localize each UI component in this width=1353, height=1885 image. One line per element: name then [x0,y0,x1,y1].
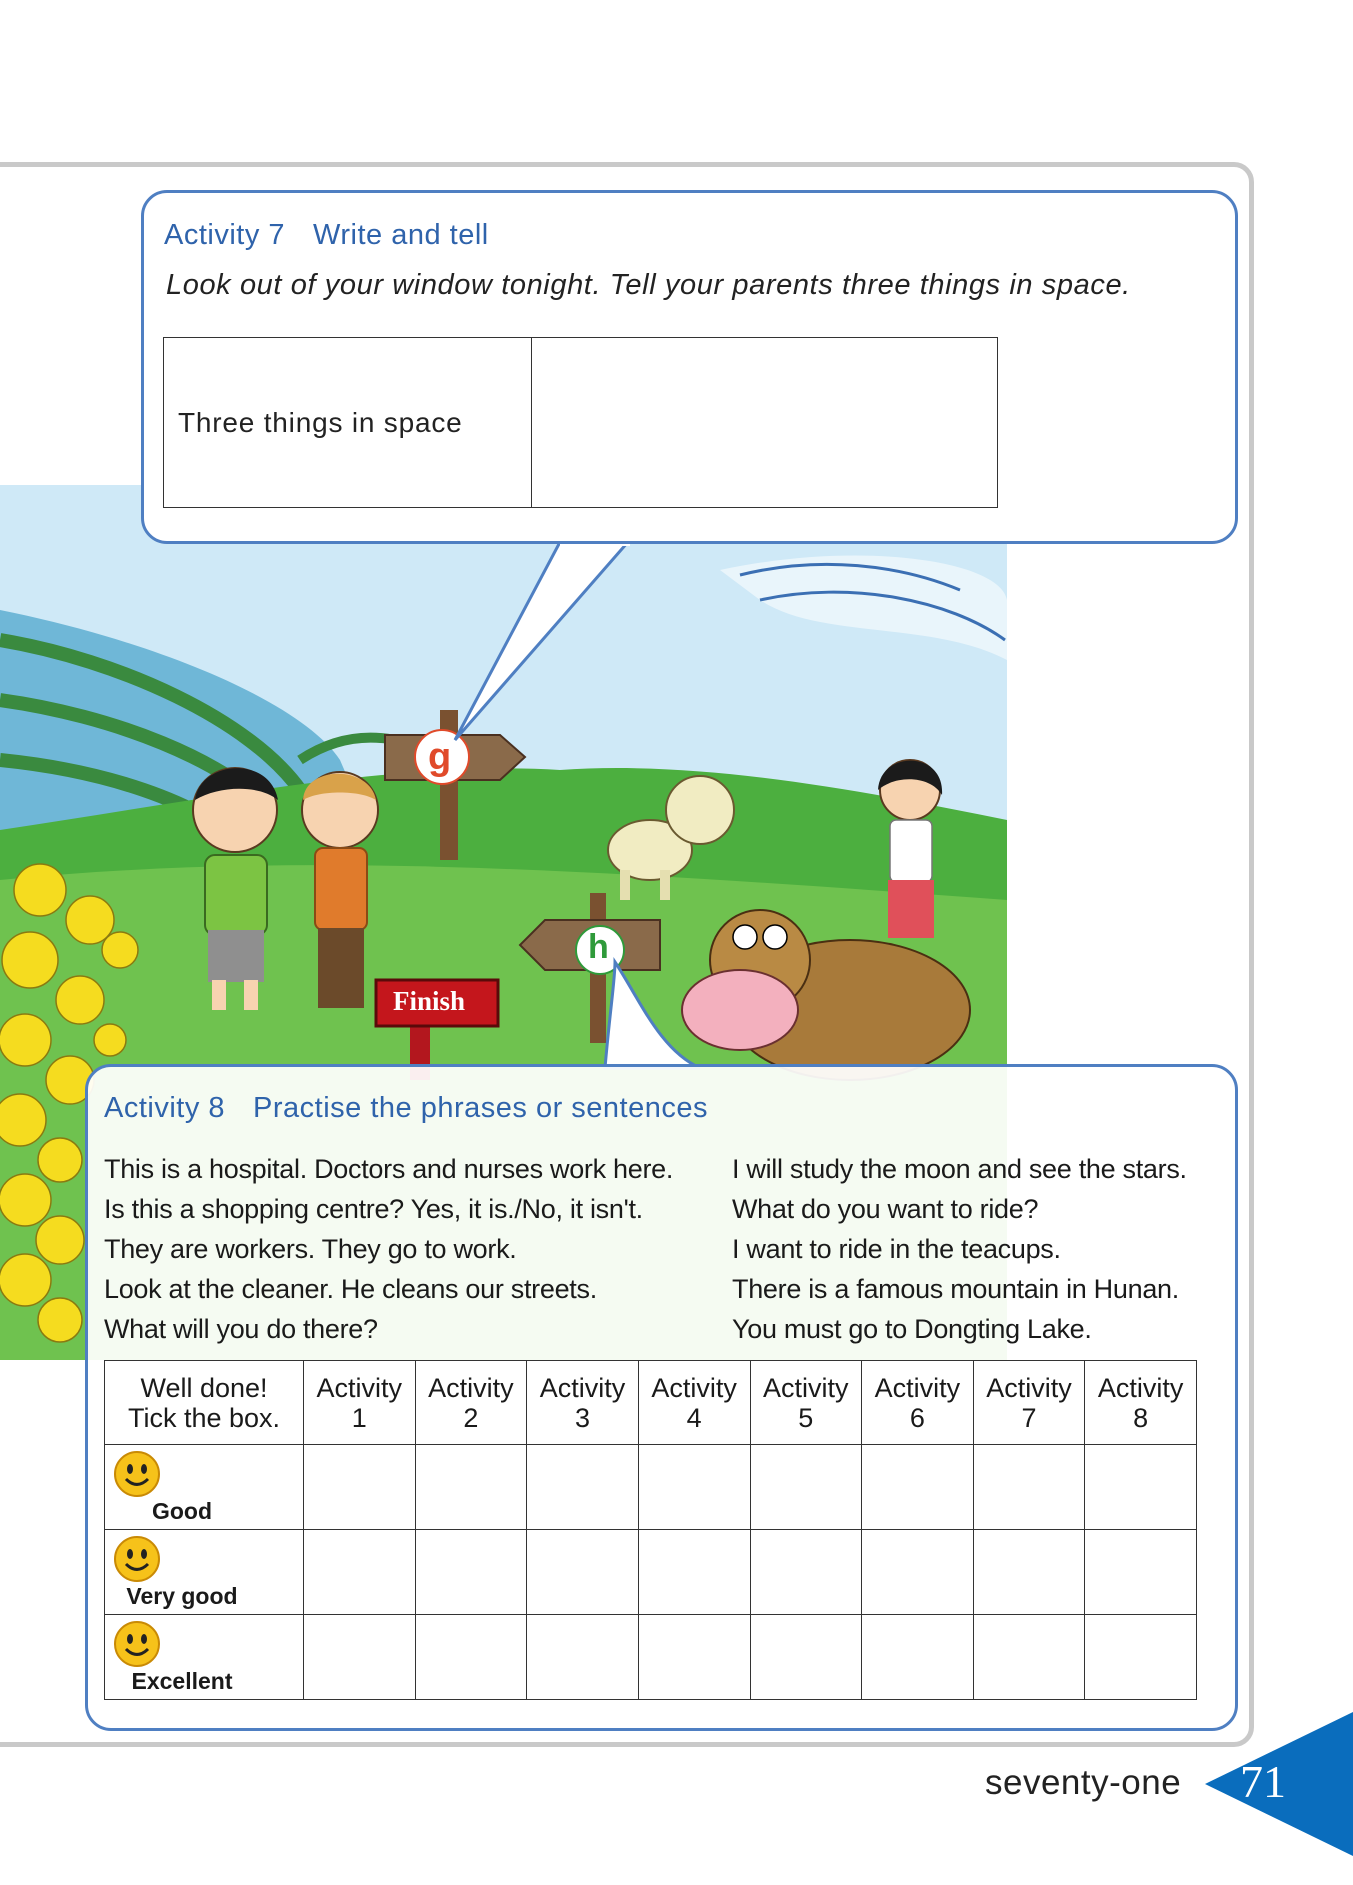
activity-word: Activity [763,1372,849,1403]
activity-word: Activity [539,1372,626,1403]
header-line1: Well done! [140,1372,268,1403]
activity-col-number: 4 [686,1402,702,1433]
sentence: This is a hospital. Doctors and nurses work here. [104,1154,674,1184]
tick-box[interactable] [304,1530,416,1615]
well-done-header [105,1361,304,1445]
tick-box[interactable] [973,1615,1085,1700]
sign-letter-g: g [428,736,452,778]
three-things-table [163,337,998,508]
tick-box[interactable] [862,1445,974,1530]
header-line2: Tick the box. [127,1402,281,1433]
tick-box[interactable] [527,1530,639,1615]
activity-col-2 [415,1361,527,1445]
sentence: They are workers. They go to work. [104,1234,517,1264]
sentence: You must go to Dongting Lake. [732,1314,1092,1344]
activity-word: Activity [874,1372,961,1403]
rating-row-good [105,1445,1197,1530]
tick-box[interactable] [304,1615,416,1700]
activity-col-7 [973,1361,1085,1445]
three-things-answer-cell[interactable] [532,338,998,508]
tick-box[interactable] [973,1530,1085,1615]
activity-col-number: 7 [1021,1402,1037,1433]
activity-word: Activity [428,1372,514,1403]
rating-cell [105,1445,304,1530]
sentences-left-column [104,1149,673,1349]
sentence: What will you do there? [104,1314,378,1344]
activity7-title: Write and tell [313,219,489,251]
activity8-heading [104,1092,708,1125]
tick-box[interactable] [862,1615,974,1700]
tick-box[interactable] [973,1445,1085,1530]
tick-box[interactable] [750,1445,862,1530]
activity8-title: Practise the phrases or sentences [253,1092,708,1124]
sentence: I will study the moon and see the stars. [732,1154,1187,1184]
rating-row-excellent [105,1615,1197,1700]
tick-box[interactable] [750,1530,862,1615]
tick-box[interactable] [1085,1530,1197,1615]
tick-box[interactable] [1085,1445,1197,1530]
tick-box[interactable] [415,1445,527,1530]
activity-col-number: 3 [575,1402,591,1433]
sentence: Is this a shopping centre? Yes, it is./No, it isn't. [104,1194,643,1224]
sentence: What do you want to ride? [732,1194,1039,1224]
activity-col-number: 5 [798,1402,814,1433]
activity-word: Activity [1097,1372,1184,1403]
self-assessment-table [104,1360,1197,1700]
smiley-icon [113,1620,161,1668]
activity-col-number: 8 [1133,1402,1149,1433]
tick-box[interactable] [638,1445,750,1530]
activity-col-8 [1085,1361,1197,1445]
tick-box[interactable] [638,1615,750,1700]
smiley-icon [113,1535,161,1583]
tick-box[interactable] [527,1615,639,1700]
activity-col-number: 2 [463,1402,479,1433]
activity-word: Activity [316,1372,403,1403]
activity-col-number: 6 [909,1402,925,1433]
activity7-heading [164,219,489,252]
sentences-right-column [732,1149,1187,1349]
activity7-panel [141,190,1238,544]
sign-letter-h: h [588,928,609,966]
tick-box[interactable] [415,1615,527,1700]
activity-col-number: 1 [351,1402,367,1433]
finish-label: Finish [393,986,466,1016]
activity-col-3 [527,1361,639,1445]
activity-col-5 [750,1361,862,1445]
tick-box[interactable] [304,1445,416,1530]
three-things-label: Three things in space [164,338,532,508]
activity8-panel [85,1064,1238,1731]
activity-word: Activity [651,1372,737,1403]
rating-cell [105,1530,304,1615]
sentence: There is a famous mountain in Hunan. [732,1274,1179,1304]
activity-col-6 [862,1361,974,1445]
activity7-number: Activity 7 [164,219,286,251]
tick-box[interactable] [415,1530,527,1615]
activity8-number: Activity 8 [104,1092,226,1124]
tick-box[interactable] [750,1615,862,1700]
table-header-row [105,1361,1197,1445]
rating-label: Good [151,1497,213,1524]
page-number: 71 [1240,1756,1286,1807]
activity-col-4 [638,1361,750,1445]
activity-word: Activity [986,1372,1072,1403]
rating-label: Very good [126,1582,238,1609]
tick-box[interactable] [1085,1615,1197,1700]
rating-row-very-good [105,1530,1197,1615]
sentence: I want to ride in the teacups. [732,1234,1061,1264]
tick-box[interactable] [527,1445,639,1530]
sentence: Look at the cleaner. He cleans our streets. [104,1274,597,1304]
page-number-word: seventy-one [985,1763,1182,1802]
rating-cell [105,1615,304,1700]
tick-box[interactable] [638,1530,750,1615]
activity-col-1 [304,1361,416,1445]
smiley-icon [113,1450,161,1498]
rating-label: Excellent [131,1667,233,1694]
activity7-instruction: Look out of your window tonight. Tell your parents three things in space. [166,269,1131,301]
tick-box[interactable] [862,1530,974,1615]
